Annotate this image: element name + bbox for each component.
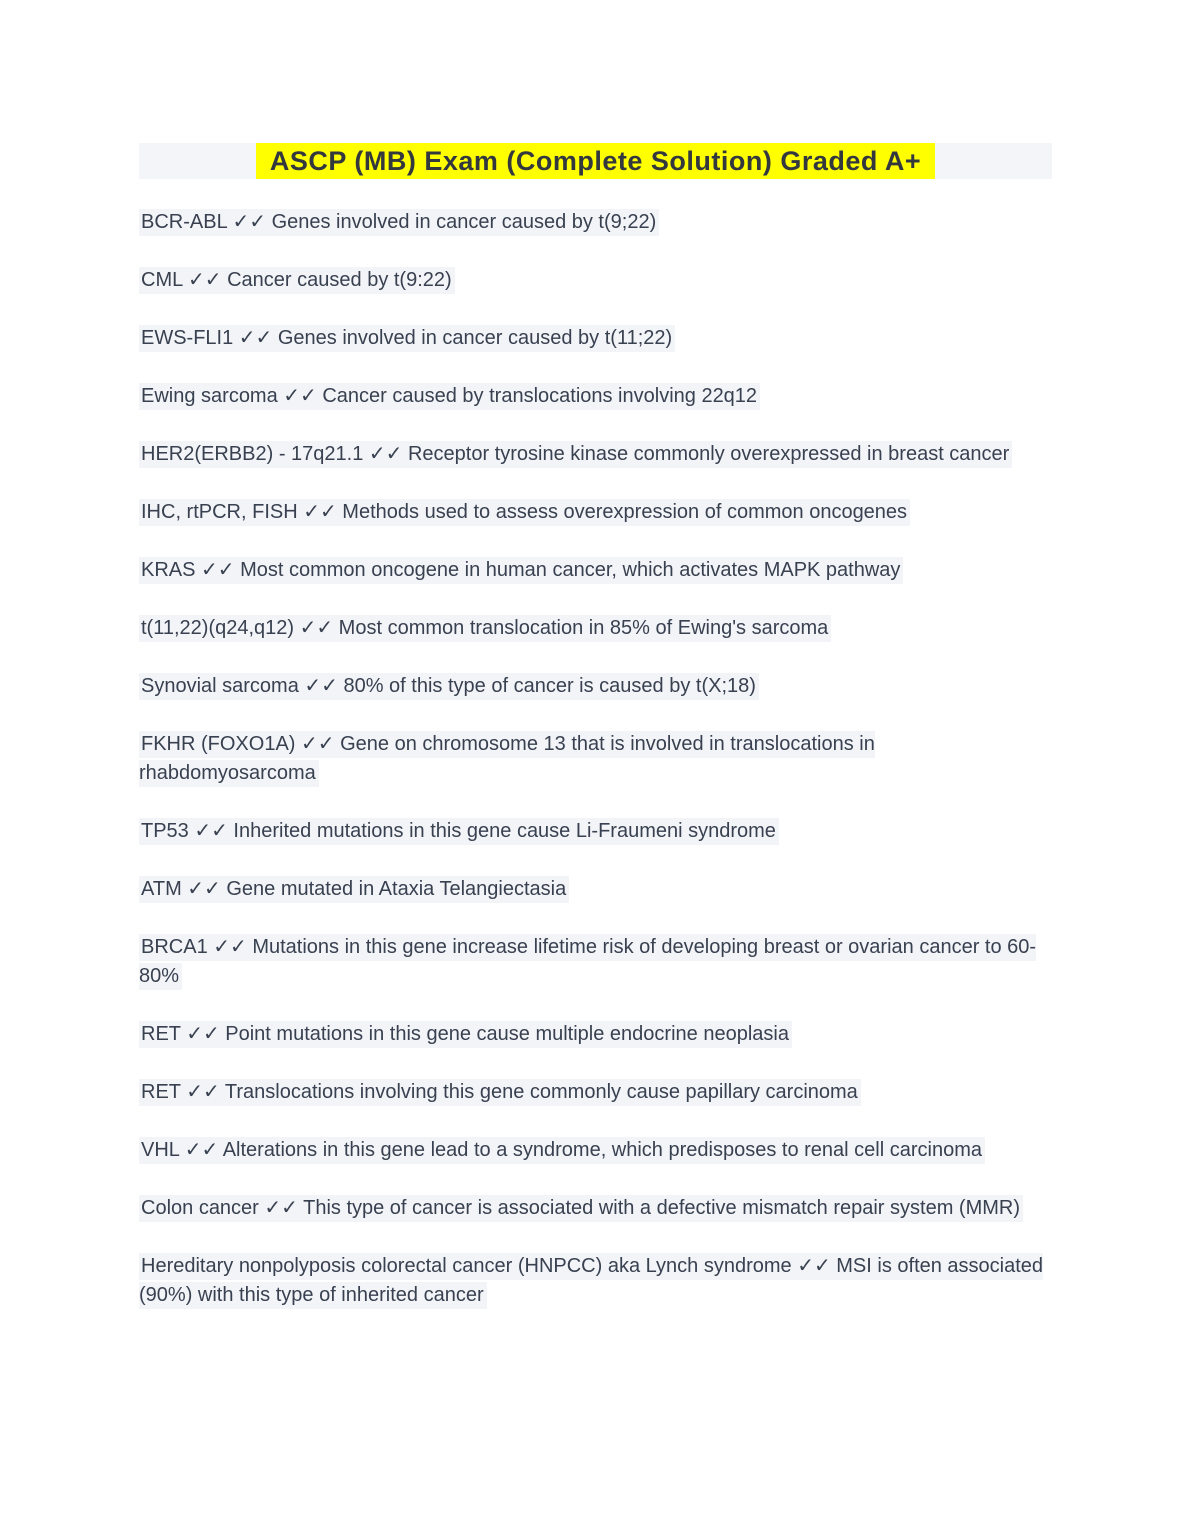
- qa-item: [139, 324, 1052, 353]
- qa-text: Hereditary nonpolyposis colorectal cancer (HNPCC) aka Lynch syndrome ✓✓ MSI is often associated (90%) with this type of inherited cancer: [139, 1253, 1043, 1309]
- qa-list: [139, 208, 1052, 1310]
- qa-text: VHL ✓✓ Alterations in this gene lead to a syndrome, which predisposes to renal cell carcinoma: [139, 1137, 985, 1164]
- qa-item: [139, 1194, 1052, 1223]
- qa-item: [139, 498, 1052, 527]
- qa-text: KRAS ✓✓ Most common oncogene in human cancer, which activates MAPK pathway: [139, 557, 903, 584]
- qa-item: [139, 556, 1052, 585]
- qa-text: RET ✓✓ Translocations involving this gene commonly cause papillary carcinoma: [139, 1079, 861, 1106]
- qa-item: [139, 730, 1052, 788]
- qa-text: Ewing sarcoma ✓✓ Cancer caused by translocations involving 22q12: [139, 383, 760, 410]
- qa-item: [139, 1020, 1052, 1049]
- qa-item: [139, 1252, 1052, 1310]
- qa-item: [139, 614, 1052, 643]
- qa-text: FKHR (FOXO1A) ✓✓ Gene on chromosome 13 that is involved in translocations in rhabdomyosarcoma: [139, 731, 875, 787]
- qa-text: BCR-ABL ✓✓ Genes involved in cancer caused by t(9;22): [139, 209, 659, 236]
- qa-item: [139, 440, 1052, 469]
- qa-item: [139, 208, 1052, 237]
- qa-text: ATM ✓✓ Gene mutated in Ataxia Telangiectasia: [139, 876, 569, 903]
- qa-item: [139, 266, 1052, 295]
- qa-text: BRCA1 ✓✓ Mutations in this gene increase lifetime risk of developing breast or ovarian cancer to 60-80%: [139, 934, 1036, 990]
- qa-text: t(11,22)(q24,q12) ✓✓ Most common translocation in 85% of Ewing's sarcoma: [139, 615, 831, 642]
- page-title: ASCP (MB) Exam (Complete Solution) Graded A+: [256, 143, 935, 179]
- qa-item: [139, 1136, 1052, 1165]
- qa-text: CML ✓✓ Cancer caused by t(9:22): [139, 267, 455, 294]
- qa-item: [139, 672, 1052, 701]
- qa-item: [139, 933, 1052, 991]
- qa-text: Colon cancer ✓✓ This type of cancer is associated with a defective mismatch repair system (MMR): [139, 1195, 1023, 1222]
- qa-text: IHC, rtPCR, FISH ✓✓ Methods used to assess overexpression of common oncogenes: [139, 499, 910, 526]
- qa-text: RET ✓✓ Point mutations in this gene cause multiple endocrine neoplasia: [139, 1021, 792, 1048]
- qa-text: Synovial sarcoma ✓✓ 80% of this type of cancer is caused by t(X;18): [139, 673, 759, 700]
- qa-text: HER2(ERBB2) - 17q21.1 ✓✓ Receptor tyrosine kinase commonly overexpressed in breast cancer: [139, 441, 1012, 468]
- qa-item: [139, 382, 1052, 411]
- title-band: [139, 143, 1052, 179]
- qa-item: [139, 875, 1052, 904]
- qa-text: TP53 ✓✓ Inherited mutations in this gene cause Li-Fraumeni syndrome: [139, 818, 779, 845]
- qa-item: [139, 1078, 1052, 1107]
- qa-item: [139, 817, 1052, 846]
- qa-text: EWS-FLI1 ✓✓ Genes involved in cancer caused by t(11;22): [139, 325, 675, 352]
- document-content: [139, 143, 1052, 1339]
